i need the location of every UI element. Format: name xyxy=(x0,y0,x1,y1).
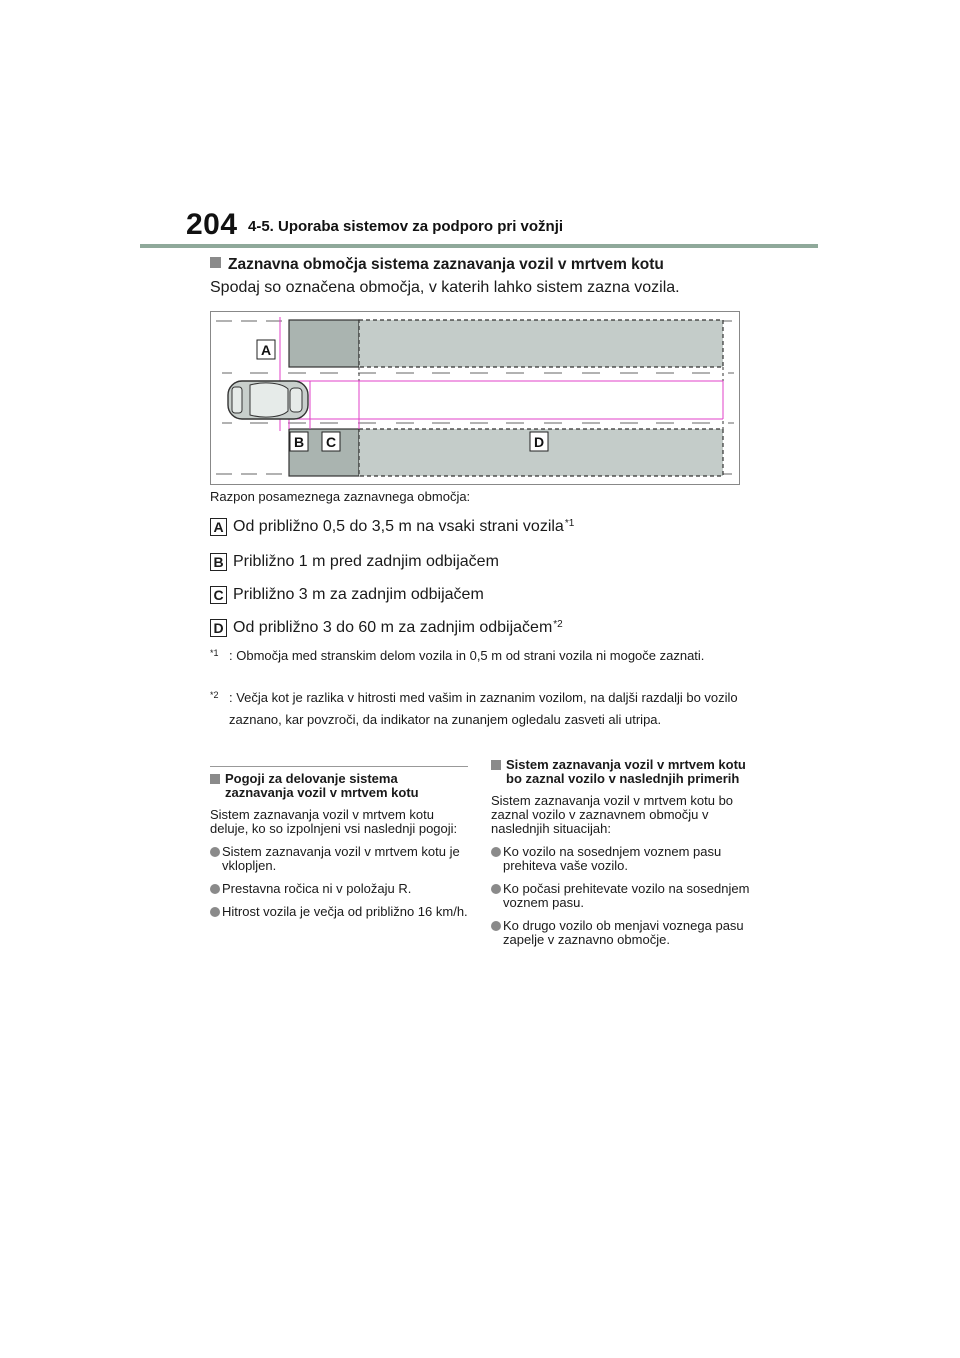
legend-sup: *2 xyxy=(553,618,563,630)
left-column-body: Sistem zaznavanja vozil v mrtvem kotu deluje, ko so izpolnjeni vsi naslednji pogoji: xyxy=(210,807,458,836)
column-rule xyxy=(210,766,468,767)
legend-row-d xyxy=(210,618,563,638)
right-bullet: Ko počasi prehitevate vozilo na sosednjem voznem pasu. xyxy=(491,882,753,910)
right-column xyxy=(491,758,753,947)
zone-upper-far xyxy=(359,320,723,367)
legend-badge: C xyxy=(210,586,227,604)
left-bullet: Sistem zaznavanja vozil v mrtvem kotu je vklopljen. xyxy=(210,845,468,873)
diagram-label-c: C xyxy=(325,434,337,450)
left-column xyxy=(210,772,468,919)
detection-zone-diagram xyxy=(210,311,740,485)
square-bullet-icon xyxy=(210,774,220,784)
footnote-text: : Večja kot je razlika v hitrosti med vašim in zaznanim vozilom, na daljši razdalji bo vozilo zaznano, kar povzroči, da indikator na zunanjem ogledalu zasveti ali utripa. xyxy=(229,690,738,727)
chapter-title: 4-5. Uporaba sistemov za podporo pri vožnji xyxy=(248,218,564,235)
range-caption: Razpon posameznega zaznavnega območja: xyxy=(210,489,471,504)
header-rule xyxy=(140,244,818,248)
section-title xyxy=(210,256,664,274)
zone-upper-near xyxy=(289,320,359,367)
right-column-title: Sistem zaznavanja vozil v mrtvem kotu bo zaznal vozilo v naslednjih primerih xyxy=(491,758,753,786)
footnote-2 xyxy=(210,687,755,731)
footnote-1 xyxy=(210,645,755,667)
legend-badge: D xyxy=(210,619,227,637)
left-bullet: Prestavna ročica ni v položaju R. xyxy=(210,882,468,896)
square-bullet-icon xyxy=(210,257,221,268)
page-number: 204 xyxy=(186,208,238,241)
legend-row-a xyxy=(210,517,574,537)
legend-text: Približno 3 m za zadnjim odbijačem xyxy=(233,586,484,603)
section-title-text: Zaznavna območja sistema zaznavanja vozil v mrtvem kotu xyxy=(228,256,664,273)
right-column-body: Sistem zaznavanja vozil v mrtvem kotu bo zaznal vozilo v zaznavnem območju v naslednjih situacijah: xyxy=(491,793,734,836)
right-bullet: Ko vozilo na sosednjem voznem pasu prehiteva vaše vozilo. xyxy=(491,845,753,873)
left-bullet: Hitrost vozila je večja od približno 16 km/h. xyxy=(210,905,468,919)
square-bullet-icon xyxy=(491,760,501,770)
footnote-mark: *1 xyxy=(210,648,219,658)
footnote-text: : Območja med stranskim delom vozila in 0,5 m od strani vozila ni mogoče zaznati. xyxy=(229,648,705,663)
diagram-label-b: B xyxy=(293,434,305,450)
diagram-label-a: A xyxy=(260,342,272,358)
legend-row-c xyxy=(210,585,484,605)
right-bullet: Ko drugo vozilo ob menjavi voznega pasu zapelje v zaznavno območje. xyxy=(491,919,753,947)
legend-badge: B xyxy=(210,553,227,571)
left-column-title: Pogoji za delovanje sistema zaznavanja vozil v mrtvem kotu xyxy=(210,772,468,800)
diagram-label-d: D xyxy=(533,434,545,450)
legend-row-b xyxy=(210,552,499,572)
footnote-mark: *2 xyxy=(210,690,219,700)
car-icon xyxy=(228,381,308,419)
legend-sup: *1 xyxy=(564,517,575,529)
legend-text: Od približno 0,5 do 3,5 m na vsaki strani vozila xyxy=(233,518,564,535)
legend-badge: A xyxy=(210,518,227,536)
legend-text: Od približno 3 do 60 m za zadnjim odbijačem xyxy=(233,619,553,636)
section-intro: Spodaj so označena območja, v katerih lahko sistem zazna vozila. xyxy=(210,279,680,296)
legend-text: Približno 1 m pred zadnjim odbijačem xyxy=(233,553,499,570)
